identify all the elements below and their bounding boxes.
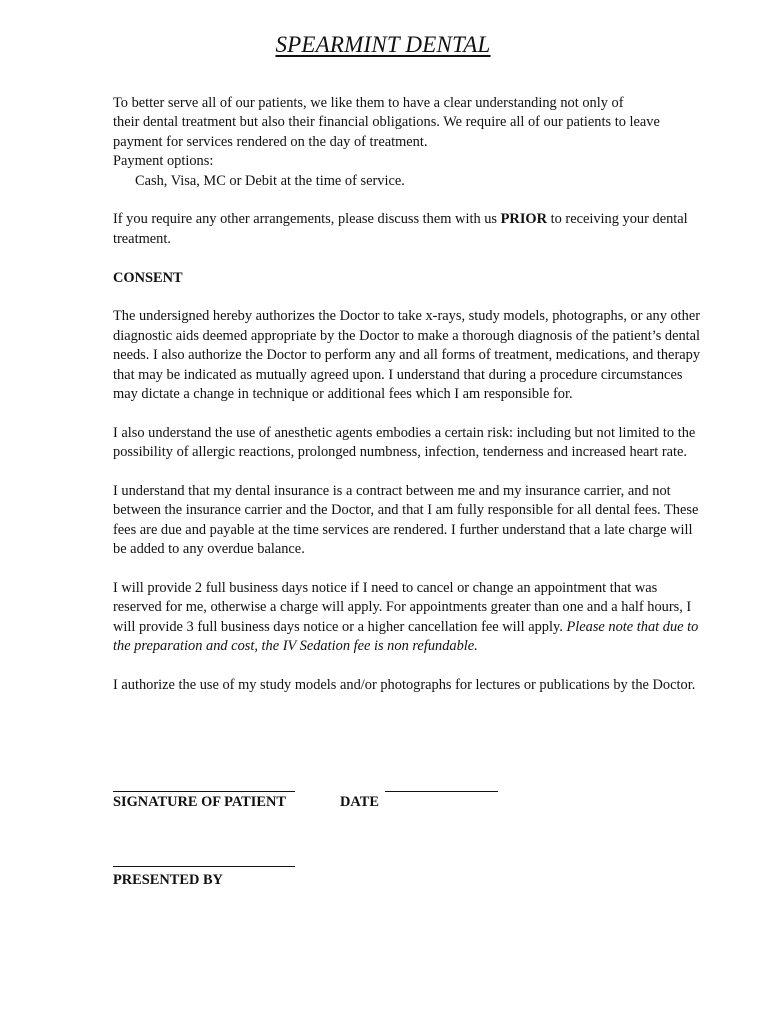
consent-paragraph: The undersigned hereby authorizes the Doctor to take x-rays, study models, photographs, or any other diagnostic aids deemed appropriate by the Doctor to make a thorough diagnosis of the patient’s dental needs. I also authorize the Doctor to perform any and all forms of treatment, medications, and therapy that may be indicated as mutually agreed upon. I understand that during a procedure circumstances may dictate a change in technique or additional fees which I am responsible for.: [113, 308, 701, 403]
insurance-paragraph: I understand that my dental insurance is a contract between me and my insurance carrier, and not between the insurance carrier and the Doctor, and that I am fully responsible for all dental fees. These fees are due and payable at the time services are rendered. I further understand that a late charge will be added to any overdue balance.: [113, 483, 699, 558]
intro-line-2: their dental treatment but also their financial obligations. We require all of our patients to leave: [113, 114, 660, 131]
cancellation-text: I will provide 2 full business days notice if I need to cancel or change an appointment that was reserved for me, otherwise a charge will apply. For appointments greater than one and a half hours, I will provide 3 full business days notice or a higher cancellation fee will apply.: [113, 580, 692, 635]
consent-heading: CONSENT: [113, 269, 183, 286]
date-line[interactable]: [385, 791, 498, 792]
arrangements-paragraph: [113, 210, 703, 249]
cancellation-paragraph: [113, 579, 703, 657]
payment-options-value: Cash, Visa, MC or Debit at the time of service.: [135, 172, 405, 189]
document-title: SPEARMINT DENTAL: [275, 32, 491, 57]
date-label: DATE: [340, 794, 379, 810]
signature-line[interactable]: [113, 791, 295, 792]
document-body: [113, 94, 703, 715]
arrangements-text: If you require any other arrangements, please discuss them with us: [113, 211, 501, 228]
presented-by-line[interactable]: [113, 866, 295, 867]
arrangements-text-end: to receiving your dental treatment.: [113, 211, 688, 247]
presented-by-label: PRESENTED BY: [113, 872, 223, 888]
iv-sedation-note: Please note that due to the preparation and cost, the IV Sedation fee is non refundable.: [113, 618, 699, 655]
signature-label: SIGNATURE OF PATIENT: [113, 794, 286, 810]
payment-options-label: Payment options:: [113, 153, 214, 170]
prior-emphasis: PRIOR: [500, 211, 548, 228]
anesthetic-paragraph: I also understand the use of anesthetic agents embodies a certain risk: including but not limited to the possibility of allergic reactions, prolonged numbness, infection, tenderness and increased heart rate.: [113, 424, 696, 461]
authorize-paragraph: I authorize the use of my study models and/or photographs for lectures or publications by the Doctor.: [113, 677, 696, 694]
intro-line-3: payment for services rendered on the day of treatment.: [113, 133, 428, 150]
intro-line-1: To better serve all of our patients, we like them to have a clear understanding not only of: [113, 95, 624, 111]
